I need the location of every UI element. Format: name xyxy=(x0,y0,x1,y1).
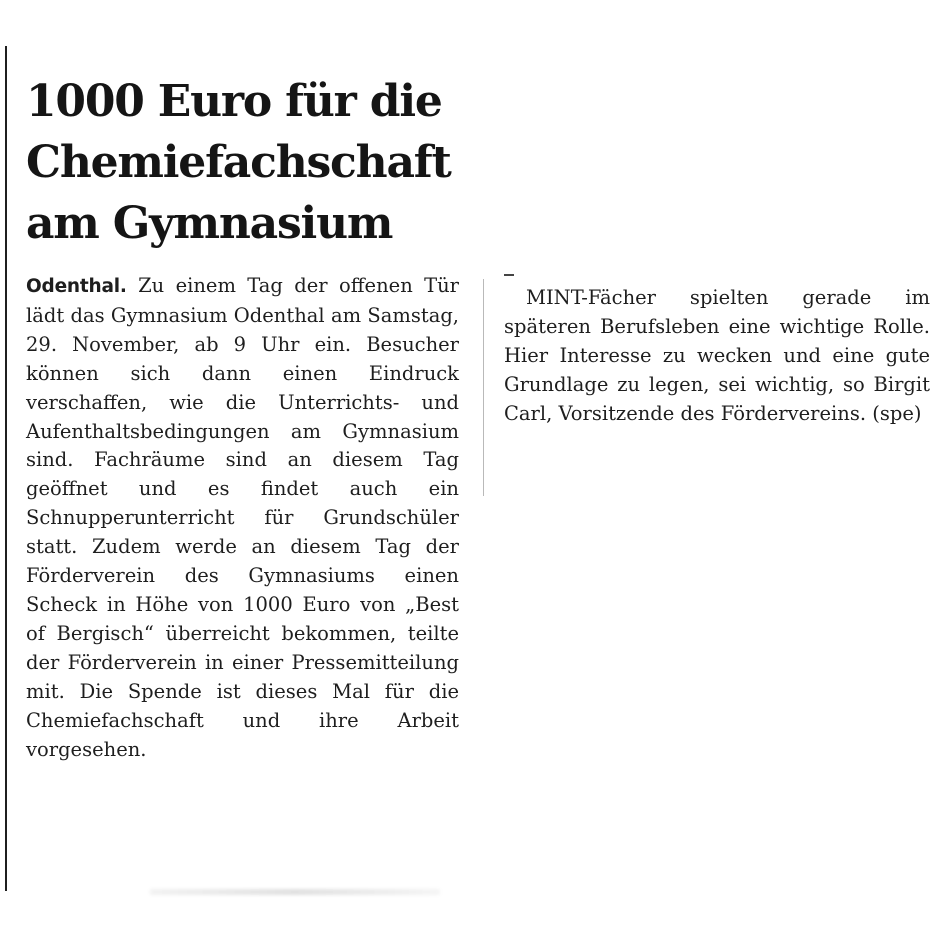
scan-smudge xyxy=(150,889,440,895)
article-headline: 1000 Euro für die Chemiefachschaft am Gymnasium xyxy=(26,76,451,249)
column-divider xyxy=(483,279,484,496)
article-body-left-column xyxy=(26,272,459,764)
article-body-right-column: MINT-Fächer spielten gerade im späteren Berufsleben eine wichtige Rolle. Hier Interesse zu wecken und eine gute Grundlage zu legen, sei wichtig, so Birgit Carl, Vorsitzende des Fördervereins. (spe) xyxy=(504,286,930,425)
paragraph-tick-mark xyxy=(504,274,514,276)
left-column-rule xyxy=(5,46,7,891)
body-text-left: Zu einem Tag der offenen Tür lädt das Gymnasium Odenthal am Samstag, 29. November, ab 9 Uhr ein. Besucher können sich dann einen Eindruck verschaffen, wie die Unterrichts- und Aufenthaltsbedingungen am Gymnasium sind. Fachräume sind an diesem Tag geöffnet und es findet auch ein Schnupperunterricht für Grundschüler statt. Zudem werde an diesem Tag der Förderverein des Gymnasiums einen Scheck in Höhe von 1000 Euro von „Best of Bergisch“ überreicht bekommen, teilte der Förderverein in einer Pressemitteilung mit. Die Spende ist dieses Mal für die Chemiefachschaft und ihre Arbeit vorgesehen. xyxy=(26,274,459,761)
dateline: Odenthal. xyxy=(26,276,127,297)
